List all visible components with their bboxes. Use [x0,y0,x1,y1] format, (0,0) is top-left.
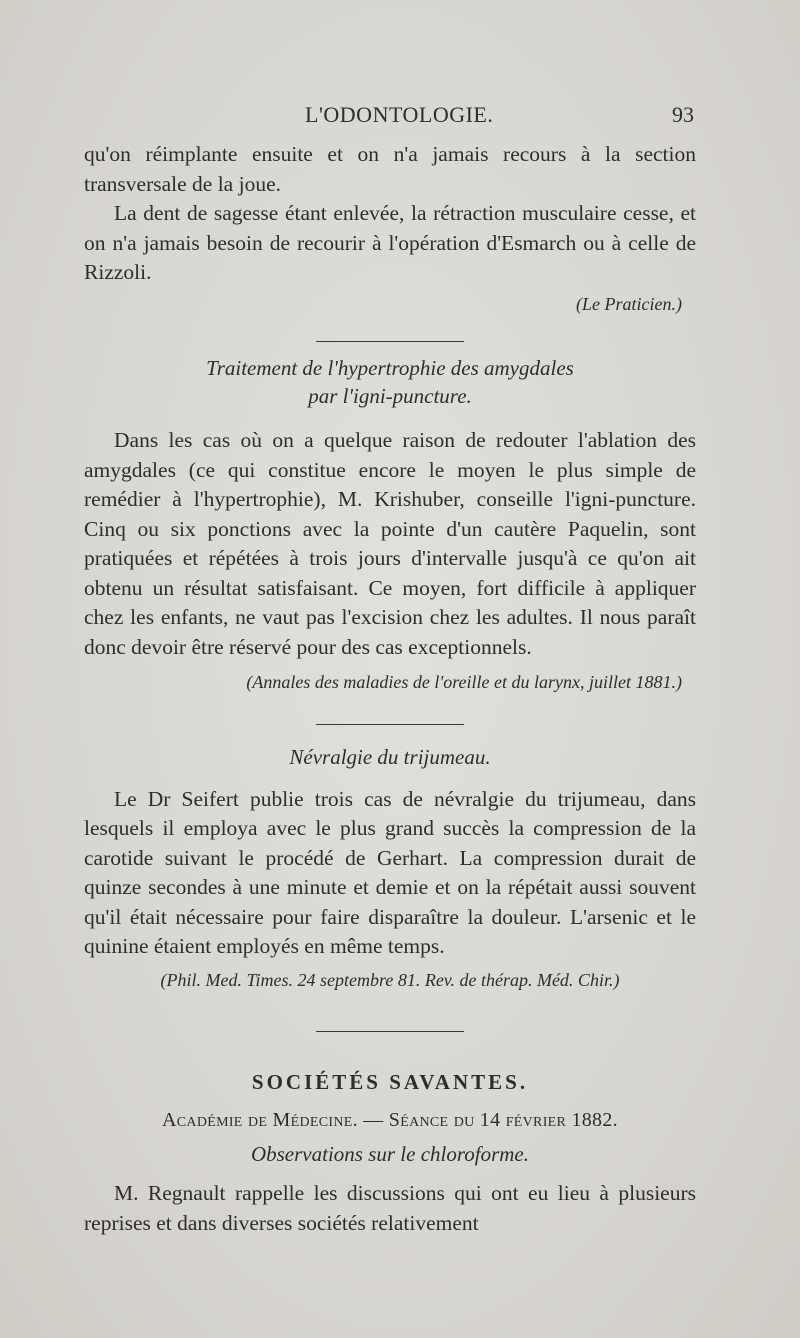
page-number: 93 [672,102,694,127]
source-nevralgie: (Phil. Med. Times. 24 septembre 81. Rev. de thérap. Méd. Chir.) [160,969,620,990]
source-amygdales: (Annales des maladies de l'oreille et du larynx, juillet 1881.) [246,672,682,692]
source-praticien: (Le Praticien.) [576,293,682,314]
section-divider [316,724,464,725]
session-date: — Séance du 14 février 1882. [363,1109,618,1131]
paragraph-praticien-2: La dent de sagesse étant enlevée, la rétraction musculaire cesse, et on n'a jamais besoin de recourir à l'opération d'Esmarch ou à celle de Rizzoli. [84,201,696,284]
paragraph-praticien-1: qu'on réimplante ensuite et on n'a jamais recours à la section transversale de la joue. [84,142,696,196]
running-title: L'ODONTOLOGIE. [305,102,494,127]
session-line [84,1109,696,1132]
article-title-amygdales [84,354,696,410]
section-heading-societes: SOCIÉTÉS SAVANTES. [251,1070,529,1094]
paragraph-nevralgie: Le Dr Seifert publie trois cas de névralgie du trijumeau, dans lesquels il employa avec le plus grand succès la compression de la carotide suivant le procédé de Gerhart. La compression durait de quinze secondes à une minute et demie et on la répétait aussi souvent qu'il était nécessaire pour faire disparaître la douleur. L'arsenic et le quinine étaient employés en même temps. [84,786,696,958]
title-line-2: par l'igni-puncture. [308,384,472,408]
section-divider [316,341,464,342]
article-title-nevralgie: Névralgie du trijumeau. [289,744,491,769]
section-divider [316,1031,464,1032]
title-line-1: Traitement de l'hypertrophie des amygdales [206,356,574,380]
paragraph-regnault: M. Regnault rappelle les discussions qui ont eu lieu à plusieurs reprises et dans diverses sociétés relativement [84,1181,696,1235]
article-title-chloroforme: Observations sur le chloroforme. [250,1142,530,1166]
page-header [0,92,800,128]
session-academie: Académie de Médecine. [162,1109,358,1131]
page-body [84,140,696,1238]
paragraph-amygdales: Dans les cas où on a quelque raison de redouter l'ablation des amygdales (ce qui constitue encore le moyen le plus simple de remédier à l'hypertrophie), M. Krishuber, conseille l'igni-puncture. Cinq ou six ponctions avec la pointe d'un cautère Paquelin, sont pratiquées et répétées à trois jours d'intervalle jusqu'à ce qu'on ait obtenu un résultat satisfaisant. Ce moyen, fort difficile à appliquer chez les enfants, ne vaut pas l'excision chez les adultes. Il nous paraît donc devoir être réservé pour des cas exceptionnels. [84,428,696,659]
